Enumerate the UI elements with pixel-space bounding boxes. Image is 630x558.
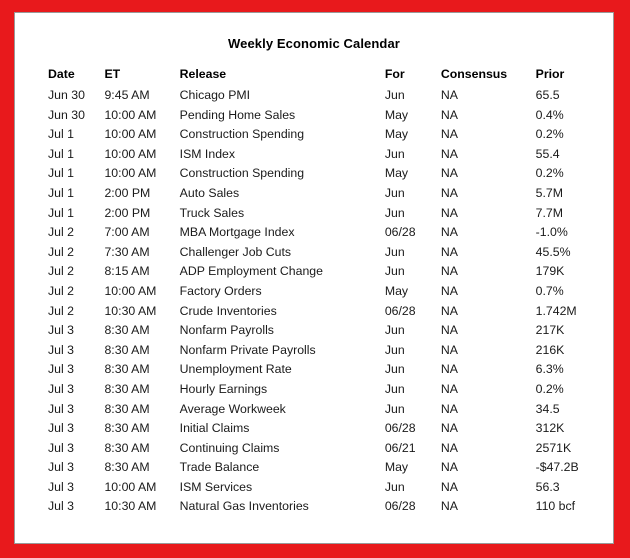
cell-for: May xyxy=(384,283,409,298)
cell-prior: 5.7M xyxy=(535,185,563,200)
cell-release: Natural Gas Inventories xyxy=(179,499,309,514)
cell-date: Jul 3 xyxy=(48,342,74,357)
table-row xyxy=(48,498,613,518)
table-body xyxy=(48,87,613,518)
cell-date: Jul 3 xyxy=(48,460,74,475)
cell-consensus: NA xyxy=(440,303,458,318)
cell-et: 10:30 AM xyxy=(104,303,157,318)
cell-et: 10:00 AM xyxy=(104,146,157,161)
cell-prior: 312K xyxy=(535,421,565,436)
cell-consensus: NA xyxy=(440,421,458,436)
cell-release: Continuing Claims xyxy=(179,440,280,455)
page-title: Weekly Economic Calendar xyxy=(228,36,400,51)
cell-prior: 55.4 xyxy=(535,146,560,161)
cell-consensus: NA xyxy=(440,381,458,396)
cell-consensus: NA xyxy=(440,460,458,475)
cell-for: May xyxy=(384,460,409,475)
cell-for: Jun xyxy=(384,88,405,102)
table-row xyxy=(48,303,613,323)
table-row xyxy=(48,263,613,283)
cell-prior: 0.2% xyxy=(535,166,564,181)
cell-prior: 2571K xyxy=(535,440,572,455)
cell-date: Jul 1 xyxy=(48,185,74,200)
cell-et: 2:00 PM xyxy=(104,185,151,200)
cell-prior: 216K xyxy=(535,342,565,357)
calendar-panel xyxy=(14,12,614,544)
column-header-for: For xyxy=(384,67,405,81)
cell-for: May xyxy=(384,166,409,181)
cell-prior: -1.0% xyxy=(535,225,568,240)
cell-consensus: NA xyxy=(440,323,458,338)
cell-release: ISM Services xyxy=(179,479,253,494)
column-header-consensus: Consensus xyxy=(440,67,508,81)
table-row xyxy=(48,205,613,225)
cell-for: Jun xyxy=(384,244,405,259)
table-row xyxy=(48,244,613,264)
cell-release: Nonfarm Private Payrolls xyxy=(179,342,316,357)
cell-prior: 0.2% xyxy=(535,381,564,396)
cell-for: 06/28 xyxy=(384,303,416,318)
cell-consensus: NA xyxy=(440,107,458,122)
cell-consensus: NA xyxy=(440,205,458,220)
cell-et: 9:45 AM xyxy=(104,88,150,102)
cell-consensus: NA xyxy=(440,401,458,416)
cell-release: Nonfarm Payrolls xyxy=(179,323,274,338)
cell-release: Crude Inventories xyxy=(179,303,277,318)
cell-for: Jun xyxy=(384,479,405,494)
cell-consensus: NA xyxy=(440,283,458,298)
table-row xyxy=(48,224,613,244)
cell-release: Pending Home Sales xyxy=(179,107,296,122)
cell-release: Truck Sales xyxy=(179,205,245,220)
table-row xyxy=(48,420,613,440)
cell-prior: 0.4% xyxy=(535,107,564,122)
cell-consensus: NA xyxy=(440,166,458,181)
cell-date: Jul 3 xyxy=(48,479,74,494)
table-header-row xyxy=(48,67,613,87)
cell-for: May xyxy=(384,107,409,122)
table-row xyxy=(48,381,613,401)
cell-for: Jun xyxy=(384,146,405,161)
cell-release: Auto Sales xyxy=(179,185,240,200)
cell-et: 8:30 AM xyxy=(104,421,150,436)
cell-et: 10:00 AM xyxy=(104,479,157,494)
cell-for: Jun xyxy=(384,323,405,338)
cell-et: 7:30 AM xyxy=(104,244,150,259)
cell-date: Jul 3 xyxy=(48,440,74,455)
cell-consensus: NA xyxy=(440,499,458,514)
column-header-et: ET xyxy=(104,67,121,81)
cell-prior: 0.7% xyxy=(535,283,564,298)
cell-date: Jul 1 xyxy=(48,205,74,220)
cell-release: Chicago PMI xyxy=(179,88,251,102)
cell-prior: 1.742M xyxy=(535,303,577,318)
cell-release: MBA Mortgage Index xyxy=(179,225,295,240)
cell-consensus: NA xyxy=(440,244,458,259)
column-header-release: Release xyxy=(179,67,227,81)
cell-consensus: NA xyxy=(440,225,458,240)
cell-date: Jul 1 xyxy=(48,127,74,142)
cell-et: 10:00 AM xyxy=(104,166,157,181)
cell-release: Construction Spending xyxy=(179,166,305,181)
cell-date: Jul 1 xyxy=(48,146,74,161)
cell-for: Jun xyxy=(384,401,405,416)
cell-for: Jun xyxy=(384,264,405,279)
cell-release: Factory Orders xyxy=(179,283,262,298)
table-row xyxy=(48,361,613,381)
cell-consensus: NA xyxy=(440,362,458,377)
cell-prior: 217K xyxy=(535,323,565,338)
cell-consensus: NA xyxy=(440,440,458,455)
cell-for: 06/21 xyxy=(384,440,416,455)
cell-prior: 34.5 xyxy=(535,401,560,416)
economic-calendar-table xyxy=(48,67,613,518)
cell-for: Jun xyxy=(384,362,405,377)
cell-for: Jun xyxy=(384,381,405,396)
cell-date: Jun 30 xyxy=(48,107,85,122)
cell-et: 8:30 AM xyxy=(104,362,150,377)
cell-et: 8:30 AM xyxy=(104,460,150,475)
cell-date: Jun 30 xyxy=(48,88,85,102)
cell-release: Initial Claims xyxy=(179,421,250,436)
cell-date: Jul 3 xyxy=(48,381,74,396)
table-row xyxy=(48,440,613,460)
cell-for: 06/28 xyxy=(384,225,416,240)
cell-et: 10:00 AM xyxy=(104,283,157,298)
column-header-date: Date xyxy=(48,67,75,81)
cell-et: 7:00 AM xyxy=(104,225,150,240)
cell-date: Jul 3 xyxy=(48,362,74,377)
cell-release: Unemployment Rate xyxy=(179,362,292,377)
column-header-prior: Prior xyxy=(535,67,565,81)
cell-et: 8:30 AM xyxy=(104,401,150,416)
table-row xyxy=(48,479,613,499)
table-row xyxy=(48,185,613,205)
cell-consensus: NA xyxy=(440,342,458,357)
cell-for: Jun xyxy=(384,185,405,200)
table-row xyxy=(48,126,613,146)
cell-date: Jul 2 xyxy=(48,303,74,318)
cell-date: Jul 2 xyxy=(48,225,74,240)
cell-release: Trade Balance xyxy=(179,460,260,475)
cell-prior: 0.2% xyxy=(535,127,564,142)
cell-date: Jul 3 xyxy=(48,421,74,436)
cell-et: 8:30 AM xyxy=(104,381,150,396)
cell-consensus: NA xyxy=(440,127,458,142)
cell-date: Jul 2 xyxy=(48,264,74,279)
cell-date: Jul 3 xyxy=(48,499,74,514)
cell-for: 06/28 xyxy=(384,421,416,436)
cell-consensus: NA xyxy=(440,185,458,200)
cell-consensus: NA xyxy=(440,88,458,102)
table-row xyxy=(48,165,613,185)
cell-prior: 45.5% xyxy=(535,244,571,259)
cell-date: Jul 3 xyxy=(48,401,74,416)
cell-et: 8:30 AM xyxy=(104,323,150,338)
cell-et: 8:30 AM xyxy=(104,342,150,357)
table-row xyxy=(48,146,613,166)
table-row xyxy=(48,459,613,479)
cell-release: Average Workweek xyxy=(179,401,286,416)
table-row xyxy=(48,87,613,107)
cell-et: 10:00 AM xyxy=(104,107,157,122)
cell-date: Jul 3 xyxy=(48,323,74,338)
cell-prior: 6.3% xyxy=(535,362,564,377)
cell-date: Jul 1 xyxy=(48,166,74,181)
cell-et: 8:30 AM xyxy=(104,440,150,455)
cell-prior: 179K xyxy=(535,264,565,279)
cell-release: Construction Spending xyxy=(179,127,305,142)
table-row xyxy=(48,342,613,362)
cell-for: May xyxy=(384,127,409,142)
cell-prior: -$47.2B xyxy=(535,460,579,475)
cell-consensus: NA xyxy=(440,479,458,494)
cell-release: Hourly Earnings xyxy=(179,381,268,396)
cell-for: Jun xyxy=(384,205,405,220)
cell-et: 2:00 PM xyxy=(104,205,151,220)
cell-prior: 65.5 xyxy=(535,88,560,102)
cell-release: Challenger Job Cuts xyxy=(179,244,292,259)
cell-release: ISM Index xyxy=(179,146,236,161)
cell-et: 10:00 AM xyxy=(104,127,157,142)
cell-for: 06/28 xyxy=(384,499,416,514)
cell-consensus: NA xyxy=(440,146,458,161)
cell-prior: 7.7M xyxy=(535,205,563,220)
cell-date: Jul 2 xyxy=(48,283,74,298)
cell-date: Jul 2 xyxy=(48,244,74,259)
table-row xyxy=(48,283,613,303)
cell-release: ADP Employment Change xyxy=(179,264,323,279)
cell-prior: 110 bcf xyxy=(535,499,576,514)
table-row xyxy=(48,401,613,421)
cell-et: 10:30 AM xyxy=(104,499,157,514)
cell-et: 8:15 AM xyxy=(104,264,150,279)
cell-prior: 56.3 xyxy=(535,479,560,494)
table-row xyxy=(48,107,613,127)
table-row xyxy=(48,322,613,342)
cell-consensus: NA xyxy=(440,264,458,279)
cell-for: Jun xyxy=(384,342,405,357)
